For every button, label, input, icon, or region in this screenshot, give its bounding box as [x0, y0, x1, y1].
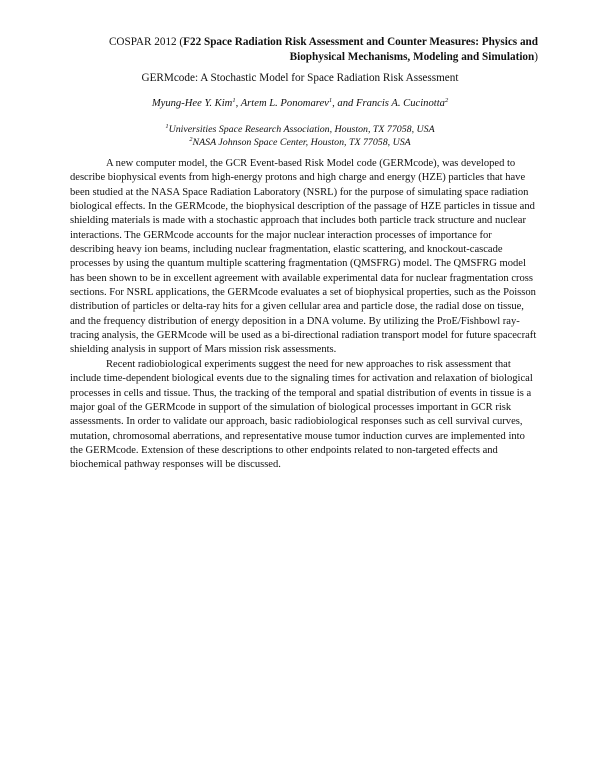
author-separator: , and [332, 98, 356, 109]
header-closing: ) [534, 51, 538, 64]
conference-header [76, 35, 538, 66]
abstract-body [70, 157, 537, 473]
affiliation-line [0, 136, 600, 149]
author-name: Francis A. Cucinotta [355, 98, 445, 109]
affiliation-line [0, 123, 600, 136]
paper-title: GERMcode: A Stochastic Model for Space Radiation Risk Assessment [141, 72, 459, 84]
abstract-paragraph-2: Recent radiobiological experiments suggest the need for new approaches to risk assessment that include time-dependent biological events due to the signaling times for activation and relaxation of biological processes in cells and tissue. Thus, the tracking of the temporal and spatial distribution of events in tissue is a major goal of the GERMcode in support of the simulation of biological processes important in GCR risk assessments. In order to validate our approach, basic radiobiological responses such as cell survival curves, mutation, chromosomal aberrations, and representative mouse tumor induction curves are implemented into the GERMcode. Extension of these descriptions to other endpoints related to non-targeted effects and biochemical pathway responses will be discussed. [70, 358, 533, 471]
affiliation-text: Universities Space Research Association, Houston, TX 77058, USA [168, 124, 435, 135]
author-name: Myung-Hee Y. Kim [151, 98, 233, 109]
author-separator: , [235, 98, 241, 109]
affiliation-list [0, 123, 600, 149]
author-name: Artem L. Ponomarev [240, 98, 329, 109]
affiliation-marker: 2 [189, 136, 193, 144]
author-affil-marker: 2 [444, 97, 449, 104]
affiliation-text: NASA Johnson Space Center, Houston, TX 77058, USA [192, 137, 411, 149]
affiliation-marker: 1 [165, 123, 169, 130]
session-title: F22 Space Radiation Risk Assessment and Counter Measures: Physics and Biophysical Mechanisms, Modeling and Simulation [183, 36, 538, 64]
author-affil-marker: 1 [232, 97, 236, 104]
abstract-paragraph-1: A new computer model, the GCR Event-based Risk Model code (GERMcode), was developed to describe biophysical events from high-energy protons and high charge and energy (HZE) particles that have been studied at the NASA Space Radiation Laboratory (NSRL) for the purpose of simulating space radiation biological effects. In the GERMcode, the biophysical description of the passage of HZE particles in tissue and shielding materials is made with a stochastic approach that includes both particle track structure and nuclear interactions. The GERMcode accounts for the major nuclear interaction processes of importance for describing heavy ion beams, including nuclear fragmentation, elastic scattering, and knockout-cascade processes by using the quantum multiple scattering fragmentation (QMSFRG) model. The QMSFRG model has been shown to be in excellent agreement with available experimental data for nuclear fragmentation cross sections. For NSRL applications, the GERMcode evaluates a set of biophysical properties, such as the Poisson distribution of particles or delta-ray hits for a given cellular area and particle dose, the radial dose on tissue, and the frequency distribution of energy deposition in a DNA volume. By utilizing the ProE/Fishbowl ray-tracing analysis, the GERMcode will be used as a bi-directional radiation transport model for future spacecraft shielding analysis in support of Mars mission risk assessments. [70, 158, 537, 356]
author-affil-marker: 1 [328, 97, 333, 104]
conference-name: COSPAR 2012 ( [108, 36, 184, 48]
author-list [0, 97, 600, 110]
